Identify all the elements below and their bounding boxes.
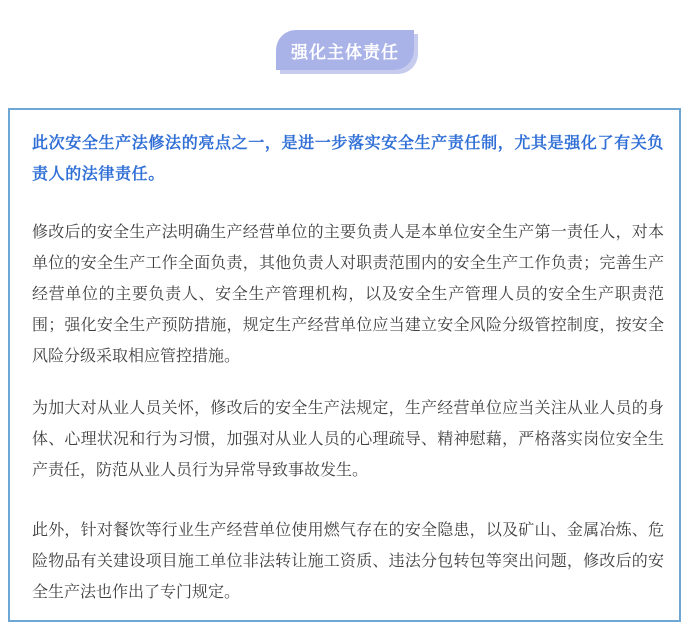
body-paragraph-1: 修改后的安全生产法明确生产经营单位的主要负责人是本单位安全生产第一责任人，对本单位的安全生产工作全面负责，其他负责人对职责范围内的安全生产工作负责；完善生产经营单位的主要负责人、安全生产管理机构，以及安全生产管理人员的安全生产职责范围；强化安全生产预防措施，规定生产经营单位应当建立安全风险分级管控制度，按安全风险分级采取相应管控措施。 (32, 222, 664, 365)
lead-paragraph: 此次安全生产法修法的亮点之一，是进一步落实安全生产责任制，尤其是强化了有关负责人的法律责任。 (32, 133, 664, 183)
section-title: 强化主体责任 (291, 42, 399, 63)
body-paragraph-2: 为加大对从业人员关怀，修改后的安全生产法规定，生产经营单位应当关注从业人员的身体、心理状况和行为习惯，加强对从业人员的心理疏导、精神慰藉，严格落实岗位安全生产责任，防范从业人员行为异常导致事故发生。 (32, 398, 664, 479)
body-paragraph-3: 此外，针对餐饮等行业生产经营单位使用燃气存在的安全隐患，以及矿山、金属冶炼、危险物品有关建设项目施工单位非法转让施工资质、违法分包转包等突出问题，修改后的安全生产法也作出了专门规定。 (32, 520, 664, 601)
content-panel (8, 108, 681, 622)
section-title-badge (276, 30, 414, 70)
